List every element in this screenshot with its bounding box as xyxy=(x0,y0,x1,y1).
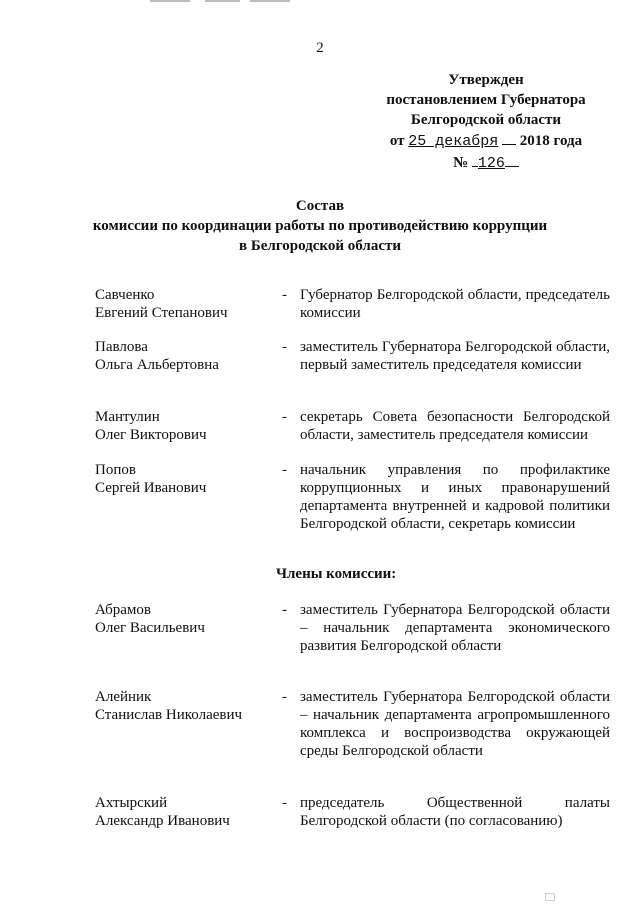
scan-mark xyxy=(545,893,555,901)
given-name: Ольга Альбертовна xyxy=(95,357,219,373)
role-text: заместитель Губернатора Белгородской области – начальник департамента экономического развития Белгородской области xyxy=(300,602,610,654)
surname: Абрамов xyxy=(95,602,151,618)
given-name: Олег Васильевич xyxy=(95,620,205,636)
given-name: Александр Иванович xyxy=(95,813,230,829)
role-text: председатель Общественной палаты Белгородской области (по согласованию) xyxy=(300,795,610,829)
role-text: секретарь Совета безопасности Белгородской области, заместитель председателя комиссии xyxy=(300,409,610,443)
surname: Павлова xyxy=(95,339,148,355)
heading-line-2: комиссии по координации работы по противодействию коррупции xyxy=(92,218,548,234)
given-name: Станислав Николаевич xyxy=(95,707,243,723)
page-number: 2 xyxy=(316,40,324,56)
role-text: начальник управления по профилактике коррупционных и иных правонарушений департамента внутренней и кадровой политики Белгородской области, секретарь комиссии xyxy=(300,462,610,532)
surname: Попов xyxy=(95,462,136,478)
dash: - xyxy=(282,462,287,478)
given-name: Олег Викторович xyxy=(95,427,207,443)
person-name xyxy=(95,338,275,374)
role-text: заместитель Губернатора Белгородской области – начальник департамента агропромышленного комплекса и воспроизводства окружающей среды Белгородской области xyxy=(300,689,610,759)
surname: Алейник xyxy=(95,689,152,705)
surname: Савченко xyxy=(95,287,155,303)
document-heading xyxy=(0,196,640,256)
person-name xyxy=(95,286,275,322)
approval-line-1: Утвержден xyxy=(448,72,524,88)
approval-number-line xyxy=(380,152,592,174)
role-text: заместитель Губернатора Белгородской области, первый заместитель председателя комиссии xyxy=(300,339,610,373)
approval-line-2: постановлением Губернатора xyxy=(386,92,586,108)
surname: Ахтырский xyxy=(95,795,168,811)
number-prefix: № xyxy=(453,155,469,171)
heading-title: Состав xyxy=(295,198,345,214)
person-name xyxy=(95,688,275,724)
person-name xyxy=(95,601,275,637)
dash: - xyxy=(282,795,287,811)
person-name xyxy=(95,794,275,830)
members-heading: Члены комиссии: xyxy=(276,566,397,582)
approval-line-3: Белгородской области xyxy=(410,112,562,128)
dash: - xyxy=(282,339,287,355)
date-prefix: от xyxy=(389,133,405,149)
role-text: Губернатор Белгородской области, председатель комиссии xyxy=(300,287,610,321)
dash: - xyxy=(282,602,287,618)
top-scan-marks xyxy=(0,0,640,4)
date-value: 25 декабря xyxy=(408,133,499,150)
dash: - xyxy=(282,287,287,303)
number-value: 126 xyxy=(477,155,505,172)
person-name xyxy=(95,408,275,444)
given-name: Сергей Иванович xyxy=(95,480,207,496)
date-year: 2018 года xyxy=(519,133,583,149)
dash: - xyxy=(282,409,287,425)
heading-line-3: в Белгородской области xyxy=(239,238,401,254)
given-name: Евгений Степанович xyxy=(95,305,228,321)
approval-block xyxy=(380,70,592,174)
person-name xyxy=(95,461,275,497)
approval-date-line xyxy=(380,130,592,152)
dash: - xyxy=(282,689,287,705)
surname: Мантулин xyxy=(95,409,160,425)
